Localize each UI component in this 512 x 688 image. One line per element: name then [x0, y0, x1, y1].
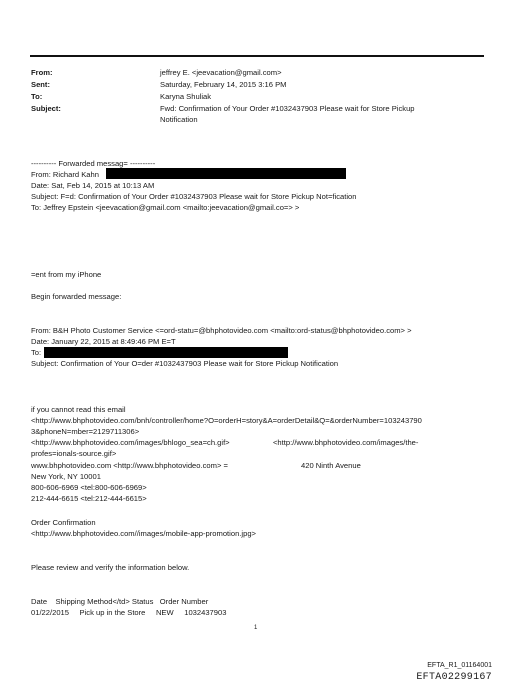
inner-from: From: B&H Photo Customer Service <=ord-statu=@bhphotovideo.com <mailto:ord-status@bhphotovideo.com> >	[31, 326, 412, 335]
phone-line: 800-606-6969 <tel:800-606-6969>	[31, 483, 147, 492]
order-confirmation-heading: Order Confirmation	[31, 518, 96, 527]
body-link: www.bhphotovideo.com <http://www.bhphotovideo.com> =	[31, 461, 228, 470]
sent-label: Sent:	[31, 80, 50, 89]
phone-line: 212-444-6615 <tel:212-444-6615>	[31, 494, 147, 503]
bates-number-small: EFTA_R1_01164001	[427, 662, 492, 669]
subject-label: Subject:	[31, 104, 61, 113]
body-link: <http://www.bhphotovideo.com//images/mobile-app-promotion.jpg>	[31, 529, 256, 538]
body-line: if you cannot read this email	[31, 405, 126, 414]
to-label: To:	[31, 92, 43, 101]
body-link: <http://www.bhphotovideo.com/images/bhlogo_sea=ch.gif>	[31, 438, 230, 447]
to-value: Karyna Shuliak	[160, 92, 212, 101]
review-line: Please review and verify the information below.	[31, 563, 190, 572]
subject-value-line1: Fwd: Confirmation of Your Order #1032437903 Please wait for Store Pickup	[160, 104, 415, 113]
from-value: jeffrey E. <jeevacation@gmail.com>	[160, 68, 282, 77]
redaction-box	[106, 168, 346, 179]
sent-from-iphone: =ent from my iPhone	[31, 270, 102, 279]
from-label: From:	[31, 68, 53, 77]
sent-value: Saturday, February 14, 2015 3:16 PM	[160, 80, 287, 89]
inner-subject: Subject: Confirmation of Your O=der #1032437903 Please wait for Store Pickup Notification	[31, 359, 339, 368]
begin-forwarded: Begin forwarded message:	[31, 292, 122, 301]
inner-to: To:	[31, 348, 42, 357]
header-rule	[30, 55, 484, 57]
address-street: 420 Ninth Avenue	[301, 461, 361, 470]
forwarded-date: Date: Sat, Feb 14, 2015 at 10:13 AM	[31, 181, 155, 190]
body-line: 3&phoneN=mber=2129711306>	[31, 427, 140, 436]
address-city: New York, NY 10001	[31, 472, 101, 481]
page-number: 1	[254, 625, 258, 631]
redaction-box	[44, 347, 288, 358]
forwarded-from: From: Richard Kahn	[31, 170, 99, 179]
order-table-row: 01/22/2015 Pick up in the Store NEW 1032437903	[31, 608, 227, 617]
body-line: profes=ionals-source.gif>	[31, 449, 117, 458]
forwarded-to: To: Jeffrey Epstein <jeevacation@gmail.com <mailto:jeevacation@gmail.co=> >	[31, 203, 300, 212]
forwarded-divider: ---------- Forwarded messag= ----------	[31, 159, 156, 168]
subject-value-line2: Notification	[160, 115, 198, 124]
forwarded-subject: Subject: F=d: Confirmation of Your Order #1032437903 Please wait for Store Pickup Not=fication	[31, 192, 357, 201]
body-link: <http://www.bhphotovideo.com/bnh/controller/home?O=orderH=story&A=orderDetail&Q=&orderNumber=103243790	[31, 416, 422, 425]
order-table-header: Date Shipping Method</td> Status Order Number	[31, 597, 209, 606]
body-link: <http://www.bhphotovideo.com/images/the-	[273, 438, 419, 447]
inner-date: Date: January 22, 2015 at 8:49:46 PM E=T	[31, 337, 176, 346]
bates-number-large: EFTA02299167	[416, 672, 492, 683]
